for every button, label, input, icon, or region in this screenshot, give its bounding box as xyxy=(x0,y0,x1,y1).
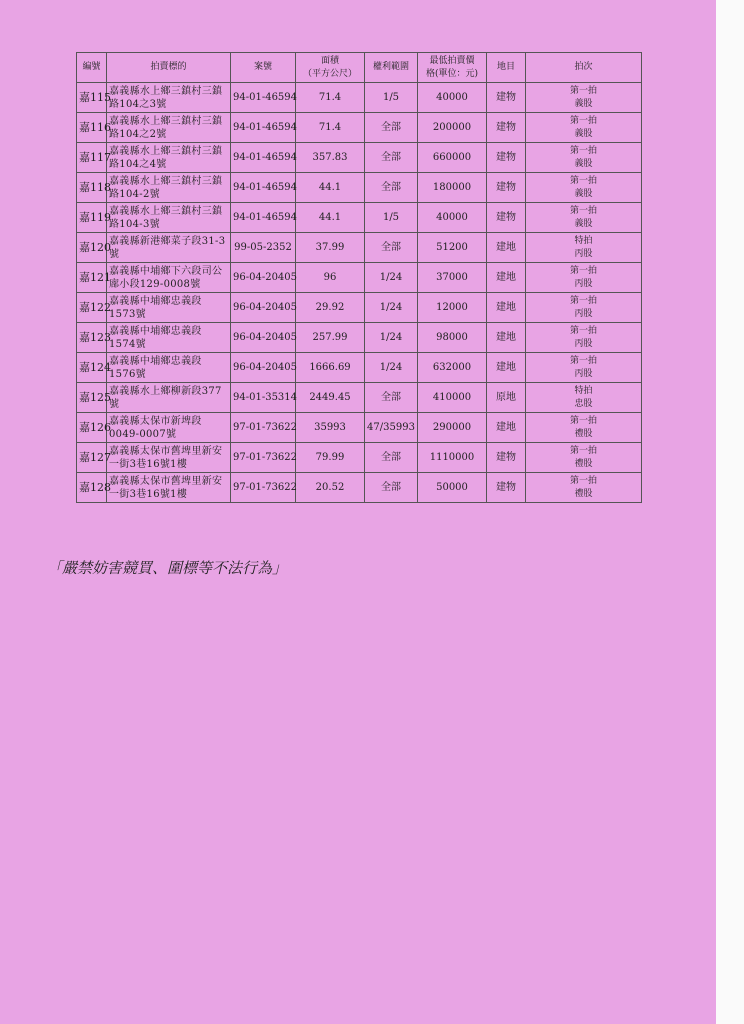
row-price: 290000 xyxy=(418,413,487,443)
row-rights: 1/24 xyxy=(365,323,418,353)
row-id: 嘉121 xyxy=(77,263,107,293)
row-division: 義股 xyxy=(574,128,593,139)
row-round xyxy=(526,443,642,473)
row-case-no: 94-01-46594 xyxy=(231,113,296,143)
row-area: 96 xyxy=(296,263,365,293)
row-land-use: 建地 xyxy=(487,263,526,293)
row-land-use: 建地 xyxy=(487,233,526,263)
row-round-label: 第一拍 xyxy=(569,415,597,426)
row-case-no: 94-01-46594 xyxy=(231,203,296,233)
header-land-use: 地目 xyxy=(487,53,526,83)
row-area: 20.52 xyxy=(296,473,365,503)
row-area: 37.99 xyxy=(296,233,365,263)
row-land-use: 建地 xyxy=(487,293,526,323)
row-subject: 嘉義縣新港鄉菜子段31-3號 xyxy=(107,233,231,263)
row-case-no: 96-04-20405 xyxy=(231,323,296,353)
row-area: 71.4 xyxy=(296,113,365,143)
row-price: 410000 xyxy=(418,383,487,413)
row-rights: 全部 xyxy=(365,143,418,173)
row-round-label: 特拍 xyxy=(574,385,593,396)
row-round xyxy=(526,323,642,353)
row-rights: 1/24 xyxy=(365,353,418,383)
row-subject: 嘉義縣水上鄉柳新段377號 xyxy=(107,383,231,413)
row-price: 632000 xyxy=(418,353,487,383)
row-round xyxy=(526,143,642,173)
notice-text: 「嚴禁妨害競買、圍標等不法行為」 xyxy=(47,559,288,577)
row-land-use: 建物 xyxy=(487,473,526,503)
row-division: 忠股 xyxy=(574,398,593,409)
auction-table xyxy=(76,52,642,503)
row-case-no: 96-04-20405 xyxy=(231,293,296,323)
table-row xyxy=(77,383,642,413)
row-case-no: 97-01-73622 xyxy=(231,473,296,503)
row-case-no: 94-01-46594 xyxy=(231,173,296,203)
row-division: 禮股 xyxy=(574,428,593,439)
header-area-line1: 面積 xyxy=(320,55,339,66)
row-division: 丙股 xyxy=(574,368,593,379)
row-rights: 1/24 xyxy=(365,293,418,323)
row-round xyxy=(526,263,642,293)
header-price-line2: 格(單位：元) xyxy=(425,68,479,79)
row-rights: 全部 xyxy=(365,443,418,473)
table-header-row xyxy=(77,53,642,83)
row-round-label: 第一拍 xyxy=(569,325,597,336)
row-id: 嘉128 xyxy=(77,473,107,503)
table-body xyxy=(77,83,642,503)
row-rights: 全部 xyxy=(365,173,418,203)
row-area: 71.4 xyxy=(296,83,365,113)
row-subject: 嘉義縣太保市舊埤里新安一街3巷16號1樓 xyxy=(107,443,231,473)
row-id: 嘉120 xyxy=(77,233,107,263)
row-land-use: 建物 xyxy=(487,113,526,143)
row-subject: 嘉義縣中埔鄉忠義段1573號 xyxy=(107,293,231,323)
row-case-no: 96-04-20405 xyxy=(231,353,296,383)
row-round xyxy=(526,353,642,383)
page-margin xyxy=(716,0,744,1024)
header-area-line2: （平方公尺） xyxy=(302,68,357,79)
table-row xyxy=(77,203,642,233)
row-rights: 1/24 xyxy=(365,263,418,293)
row-land-use: 建物 xyxy=(487,83,526,113)
row-round-label: 第一拍 xyxy=(569,295,597,306)
row-area: 257.99 xyxy=(296,323,365,353)
table-row xyxy=(77,173,642,203)
row-round xyxy=(526,113,642,143)
row-round-label: 第一拍 xyxy=(569,265,597,276)
row-subject: 嘉義縣中埔鄉下六段司公廍小段129-0008號 xyxy=(107,263,231,293)
row-round xyxy=(526,473,642,503)
row-area: 35993 xyxy=(296,413,365,443)
table-row xyxy=(77,233,642,263)
row-round xyxy=(526,293,642,323)
table-row xyxy=(77,143,642,173)
row-round xyxy=(526,413,642,443)
row-id: 嘉117 xyxy=(77,143,107,173)
row-round-label: 第一拍 xyxy=(569,115,597,126)
row-land-use: 建地 xyxy=(487,353,526,383)
row-price: 50000 xyxy=(418,473,487,503)
row-division: 義股 xyxy=(574,98,593,109)
row-subject: 嘉義縣水上鄉三鎮村三鎮路104-3號 xyxy=(107,203,231,233)
row-id: 嘉118 xyxy=(77,173,107,203)
row-round xyxy=(526,233,642,263)
row-price: 40000 xyxy=(418,83,487,113)
row-area: 44.1 xyxy=(296,203,365,233)
row-division: 丙股 xyxy=(574,248,593,259)
header-id: 編號 xyxy=(77,53,107,83)
row-land-use: 建物 xyxy=(487,173,526,203)
table-row xyxy=(77,83,642,113)
row-land-use: 建物 xyxy=(487,443,526,473)
row-subject: 嘉義縣中埔鄉忠義段1576號 xyxy=(107,353,231,383)
row-area: 1666.69 xyxy=(296,353,365,383)
table-row xyxy=(77,263,642,293)
row-area: 44.1 xyxy=(296,173,365,203)
row-division: 禮股 xyxy=(574,488,593,499)
row-id: 嘉126 xyxy=(77,413,107,443)
row-rights: 全部 xyxy=(365,233,418,263)
table-row xyxy=(77,113,642,143)
header-case-no: 案號 xyxy=(231,53,296,83)
row-rights: 全部 xyxy=(365,383,418,413)
row-price: 51200 xyxy=(418,233,487,263)
row-round-label: 特拍 xyxy=(574,235,593,246)
row-subject: 嘉義縣水上鄉三鎮村三鎮路104之4號 xyxy=(107,143,231,173)
row-price: 1110000 xyxy=(418,443,487,473)
row-land-use: 建物 xyxy=(487,203,526,233)
row-price: 40000 xyxy=(418,203,487,233)
row-rights: 全部 xyxy=(365,113,418,143)
row-case-no: 97-01-73622 xyxy=(231,413,296,443)
row-subject: 嘉義縣太保市舊埤里新安一街3巷16號1樓 xyxy=(107,473,231,503)
row-subject: 嘉義縣水上鄉三鎮村三鎮路104之2號 xyxy=(107,113,231,143)
row-area: 29.92 xyxy=(296,293,365,323)
row-round-label: 第一拍 xyxy=(569,85,597,96)
row-id: 嘉125 xyxy=(77,383,107,413)
row-round xyxy=(526,203,642,233)
table-row xyxy=(77,413,642,443)
row-land-use: 原地 xyxy=(487,383,526,413)
row-case-no: 99-05-2352 xyxy=(231,233,296,263)
header-rights: 權利範圍 xyxy=(365,53,418,83)
row-id: 嘉127 xyxy=(77,443,107,473)
table-row xyxy=(77,353,642,383)
row-division: 禮股 xyxy=(574,458,593,469)
row-subject: 嘉義縣太保市新埤段0049-0007號 xyxy=(107,413,231,443)
row-rights: 1/5 xyxy=(365,83,418,113)
row-price: 660000 xyxy=(418,143,487,173)
row-rights: 全部 xyxy=(365,473,418,503)
row-division: 丙股 xyxy=(574,308,593,319)
row-case-no: 96-04-20405 xyxy=(231,263,296,293)
row-division: 丙股 xyxy=(574,278,593,289)
row-round xyxy=(526,173,642,203)
row-rights: 47/35993 xyxy=(365,413,418,443)
row-division: 丙股 xyxy=(574,338,593,349)
row-price: 200000 xyxy=(418,113,487,143)
table-row xyxy=(77,473,642,503)
row-round-label: 第一拍 xyxy=(569,145,597,156)
row-land-use: 建地 xyxy=(487,323,526,353)
row-division: 義股 xyxy=(574,218,593,229)
row-price: 12000 xyxy=(418,293,487,323)
table-row xyxy=(77,293,642,323)
row-area: 357.83 xyxy=(296,143,365,173)
row-division: 義股 xyxy=(574,188,593,199)
row-round-label: 第一拍 xyxy=(569,205,597,216)
row-round-label: 第一拍 xyxy=(569,445,597,456)
row-id: 嘉123 xyxy=(77,323,107,353)
row-land-use: 建物 xyxy=(487,143,526,173)
header-price-line1: 最低拍賣價 xyxy=(429,55,475,66)
row-round-label: 第一拍 xyxy=(569,175,597,186)
row-subject: 嘉義縣水上鄉三鎮村三鎮路104之3號 xyxy=(107,83,231,113)
table-row xyxy=(77,323,642,353)
row-round xyxy=(526,383,642,413)
header-round: 拍次 xyxy=(526,53,642,83)
row-area: 2449.45 xyxy=(296,383,365,413)
row-id: 嘉122 xyxy=(77,293,107,323)
header-price xyxy=(418,53,487,83)
row-round-label: 第一拍 xyxy=(569,475,597,486)
row-subject: 嘉義縣水上鄉三鎮村三鎮路104-2號 xyxy=(107,173,231,203)
row-id: 嘉115 xyxy=(77,83,107,113)
row-price: 37000 xyxy=(418,263,487,293)
row-round-label: 第一拍 xyxy=(569,355,597,366)
row-area: 79.99 xyxy=(296,443,365,473)
row-price: 98000 xyxy=(418,323,487,353)
row-id: 嘉124 xyxy=(77,353,107,383)
row-id: 嘉116 xyxy=(77,113,107,143)
header-area xyxy=(296,53,365,83)
row-id: 嘉119 xyxy=(77,203,107,233)
row-case-no: 94-01-46594 xyxy=(231,143,296,173)
row-case-no: 94-01-46594 xyxy=(231,83,296,113)
row-round xyxy=(526,83,642,113)
row-price: 180000 xyxy=(418,173,487,203)
header-subject: 拍賣標的 xyxy=(107,53,231,83)
row-case-no: 94-01-35314 xyxy=(231,383,296,413)
table-row xyxy=(77,443,642,473)
row-case-no: 97-01-73622 xyxy=(231,443,296,473)
row-land-use: 建地 xyxy=(487,413,526,443)
row-division: 義股 xyxy=(574,158,593,169)
row-rights: 1/5 xyxy=(365,203,418,233)
row-subject: 嘉義縣中埔鄉忠義段1574號 xyxy=(107,323,231,353)
